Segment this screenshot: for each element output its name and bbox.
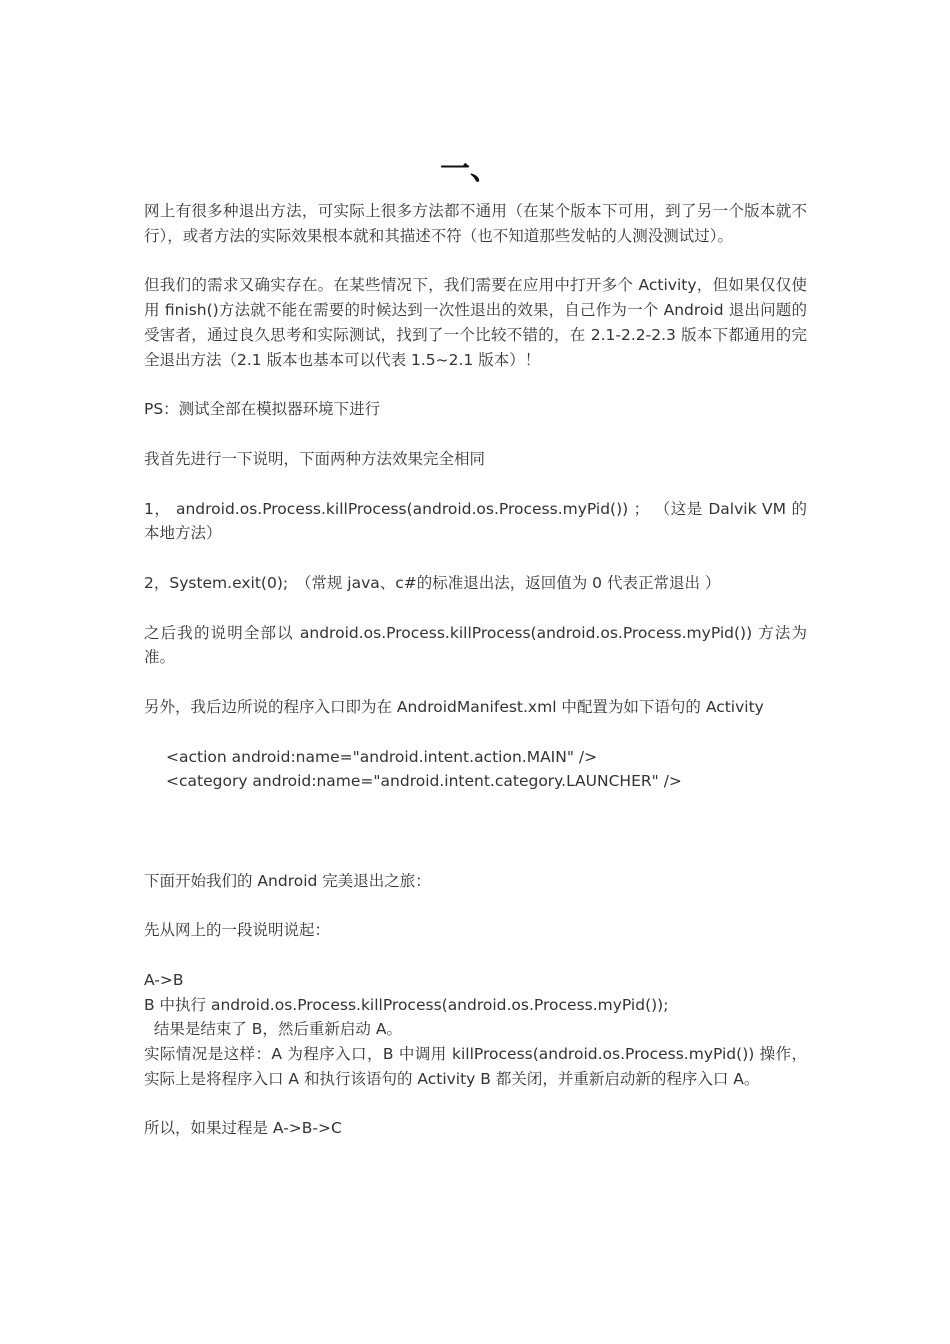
- paragraph-gap: [144, 249, 807, 274]
- code-line-action: <action android:name="android.intent.action.MAIN" />: [166, 747, 598, 766]
- example-line-actual: 实际情况是这样：A 为程序入口，B 中调用 killProcess(android.os.Process.myPid()) 操作，实际上是将程序入口 A 和执行该语句的 Activity B 都关闭，并重新启动新的程序入口 A。: [144, 1045, 807, 1088]
- paragraph-gap: [144, 373, 807, 398]
- example-line-flow: A->B: [144, 970, 184, 989]
- section-gap: [144, 794, 807, 868]
- paragraph-explanation: 我首先进行一下说明，下面两种方法效果完全相同: [144, 449, 486, 468]
- paragraph-method-2: 2，System.exit(0); （常规 java、c#的标准退出法，返回值为 0 代表正常退出 ）: [144, 573, 721, 592]
- paragraph-intro: 网上有很多种退出方法，可实际上很多方法都不通用（在某个版本下可用，到了另一个版本就不行），或者方法的实际效果根本就和其描述不符（也不知道那些发帖的人测没测试过）。: [144, 202, 807, 245]
- document-body: [144, 199, 807, 1141]
- page-title: 一、: [440, 152, 500, 187]
- paragraph-method-1: 1， android.os.Process.killProcess(android.os.Process.myPid()) ； （这是 Dalvik VM 的本地方法）: [144, 499, 807, 543]
- paragraph-ps: PS：测试全部在模拟器环境下进行: [144, 400, 381, 419]
- paragraph-entry: 另外，我后边所说的程序入口即为在 AndroidManifest.xml 中配置为如下语句的 Activity: [144, 697, 764, 716]
- paragraph-gap: [144, 720, 807, 745]
- paragraph-requirement: 但我们的需求又确实存在。在某些情况下，我们需要在应用中打开多个 Activity，但如果仅仅使用 finish()方法就不能在需要的时候达到一次性退出的效果，自己作为一个 Android 退出问题的受害者，通过良久思考和实际测试，找到了一个比较不错的，在 2.1-2.2-2.3 版本下都通用的完全退出方法（2.1 版本也基本可以代表 1.5~2.1 版本）！: [144, 276, 807, 369]
- paragraph-conclusion: 所以，如果过程是 A->B->C: [144, 1119, 342, 1138]
- paragraph-gap: [144, 546, 807, 571]
- paragraph-start: 先从网上的一段说明说起：: [144, 921, 331, 940]
- paragraph-journey: 下面开始我们的 Android 完美退出之旅：: [144, 871, 431, 890]
- paragraph-gap: [144, 1092, 807, 1117]
- paragraph-standard: 之后我的说明全部以 android.os.Process.killProcess(android.os.Process.myPid()) 方法为准。: [144, 623, 807, 667]
- paragraph-gap: [144, 893, 807, 918]
- example-line-result: 结果是结束了 B，然后重新启动 A。: [144, 1020, 402, 1039]
- paragraph-gap: [144, 472, 807, 497]
- example-line-call: B 中执行 android.os.Process.killProcess(android.os.Process.myPid());: [144, 995, 669, 1014]
- paragraph-gap: [144, 670, 807, 695]
- paragraph-gap: [144, 422, 807, 447]
- paragraph-gap: [144, 596, 807, 621]
- code-line-category: <category android:name="android.intent.category.LAUNCHER" />: [166, 772, 682, 791]
- paragraph-gap: [144, 943, 807, 968]
